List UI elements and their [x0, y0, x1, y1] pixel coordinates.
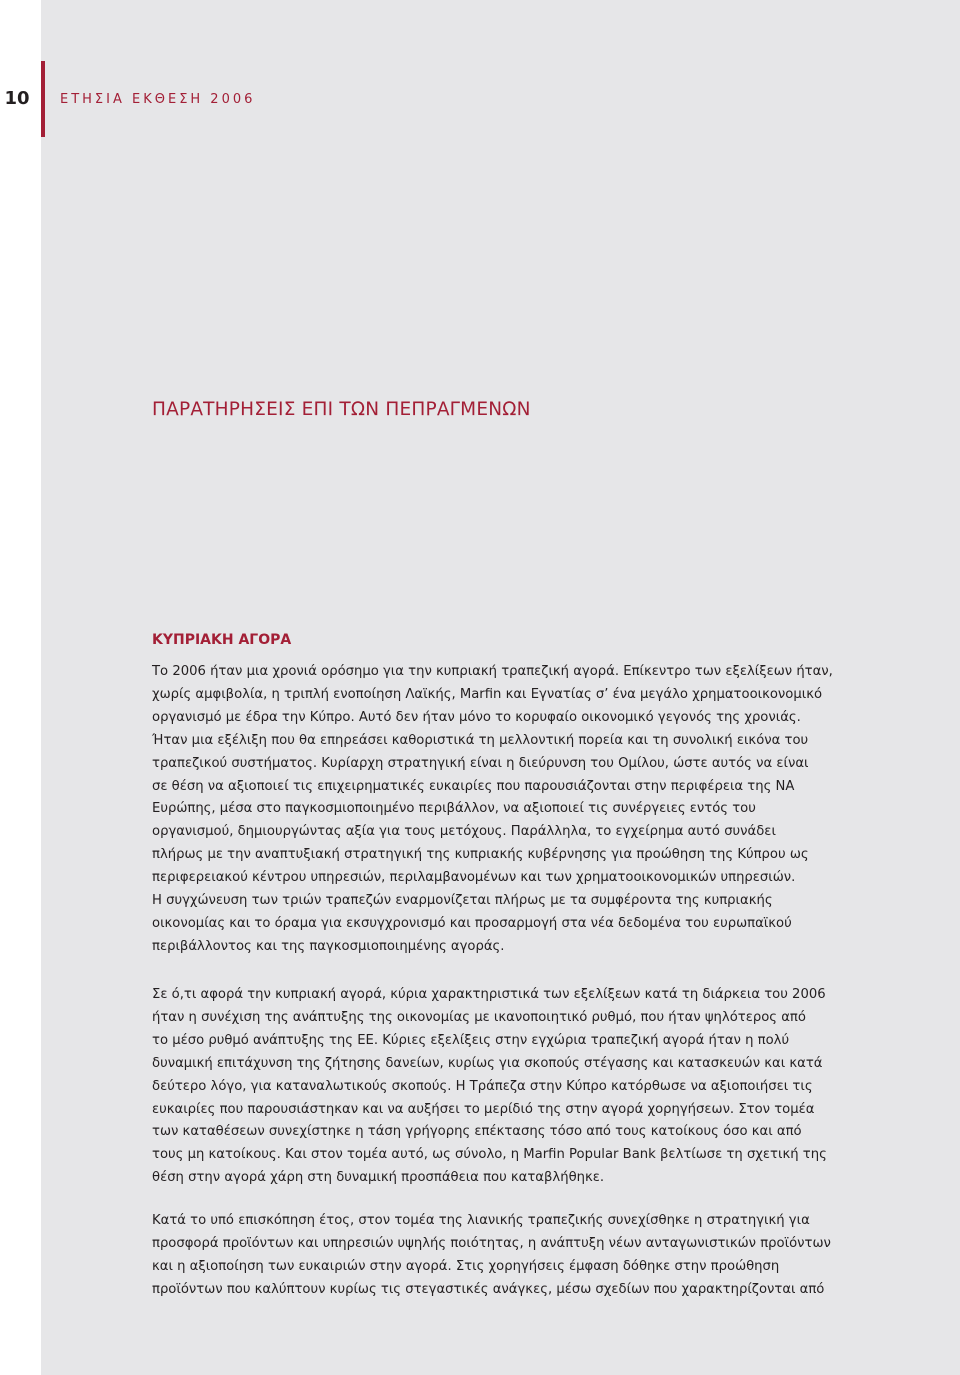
text-line: περιβάλλοντος και της παγκοσμιοποιημένης αγοράς.	[152, 938, 505, 954]
text-line: οργανισμό με έδρα την Κύπρο. Αυτό δεν ήταν μόνο το κορυφαίο οικονομικό γεγονός της χρονιάς.	[152, 709, 801, 725]
paragraph-market-developments	[152, 984, 862, 1190]
report-title: ΕΤΗΣΙΑ ΕΚΘΕΣΗ 2006	[60, 92, 256, 107]
text-line: οργανισμού, δημιουργώντας αξία για τους μετόχους. Παράλληλα, το εγχείρημα αυτό συνάδει	[152, 824, 776, 840]
text-line: δυναμική επιτάχυνση της ζήτησης δανείων, κυρίως για σκοπούς στέγασης και κατασκευών και κατά	[152, 1055, 823, 1071]
text-line: προϊόντων που καλύπτουν κυρίως τις στεγαστικές ανάγκες, μέσω σχεδίων που χαρακτηρίζονται από	[152, 1281, 825, 1297]
text-line: Κατά το υπό επισκόπηση έτος, στον τομέα της λιανικής τραπεζικής συνεχίσθηκε η στρατηγική για	[152, 1213, 810, 1228]
text-line: περιφερειακού κέντρου υπηρεσιών, περιλαμβανομένων και των χρηματοοικονομικών υπηρεσιών.	[152, 870, 796, 886]
text-line: δεύτερο λόγο, για καταναλωτικούς σκοπούς. Η Τράπεζα στην Κύπρο κατόρθωσε να αξιοποιήσει τις	[152, 1078, 813, 1094]
text-line: ήταν η συνέχιση της ανάπτυξης της οικονομίας με ικανοποιητικό ρυθμό, που ήταν ψηλότερος από	[152, 1009, 806, 1025]
text-line: θέση στην αγορά χάρη στη δυναμική προσπάθεια που καταβλήθηκε.	[152, 1170, 605, 1186]
text-line: προσφορά προϊόντων και υπηρεσιών υψηλής ποιότητας, η ανάπτυξη νέων ανταγωνιστικών προϊόντων	[152, 1235, 831, 1251]
text-line: ευκαιρίες που παρουσιάστηκαν και να αυξήσει το μερίδιό της στην αγορά χορηγήσεων. Στον τομέα	[152, 1101, 815, 1117]
text-line: Ευρώπης, μέσα στο παγκοσμιοποιημένο περιβάλλον, να αξιοποιεί τις συνέργειες εντός του	[152, 801, 756, 817]
section-title: ΠΑΡΑΤΗΡΗΣΕΙΣ ΕΠΙ ΤΩΝ ΠΕΠΡΑΓΜΕΝΩΝ	[152, 399, 531, 420]
header-rule	[41, 61, 45, 137]
subsection-title: ΚΥΠΡΙΑΚΗ ΑΓΟΡΑ	[152, 632, 292, 648]
text-line: Το 2006 ήταν μια χρονιά ορόσημο για την κυπριακή τραπεζική αγορά. Επίκεντρο των εξελίξεων ήταν,	[152, 664, 833, 679]
page-number: 10	[4, 88, 30, 109]
text-line: σε θέση να αξιοποιεί τις επιχειρηματικές ευκαιρίες που παρουσιάζονται στην περιφέρεια της ΝΑ	[152, 778, 795, 794]
text-line: Σε ό,τι αφορά την κυπριακή αγορά, κύρια χαρακτηριστικά των εξελίξεων κατά τη διάρκεια του 2006	[152, 987, 826, 1002]
text-line: τους μη κατοίκους. Και στον τομέα αυτό, ως σύνολο, η Marfin Popular Bank βελτίωσε τη σχετική της	[152, 1147, 827, 1163]
text-line: πλήρως με την αναπτυξιακή στρατηγική της κυπριακής κυβέρνησης για προώθηση της Κύπρου ως	[152, 847, 809, 863]
paragraph-retail-banking	[152, 1210, 862, 1302]
text-line: τραπεζικού συστήματος. Κυρίαρχη στρατηγική είναι η διεύρυνση του Ομίλου, ώστε αυτός να είναι	[152, 755, 809, 771]
text-line: το μέσο ρυθμό ανάπτυξης της ΕΕ. Κύριες εξελίξεις στην εγχώρια τραπεζική αγορά ήταν η πολύ	[152, 1032, 790, 1048]
text-line: χωρίς αμφιβολία, η τριπλή ενοποίηση Λαϊκής, Marfin και Εγνατίας σ’ ένα μεγάλο χρηματοοικονομικό	[152, 686, 823, 702]
text-line: Ήταν μια εξέλιξη που θα επηρεάσει καθοριστικά τη μελλοντική πορεία και τη συνολική εικόνα του	[152, 732, 809, 748]
text-line: των καταθέσεων συνεχίστηκε η τάση γρήγορης επέκτασης τόσο από τους κατοίκους όσο και από	[152, 1124, 802, 1140]
text-line: Η συγχώνευση των τριών τραπεζών εναρμονίζεται πλήρως με τα συμφέροντα της κυπριακής	[152, 893, 773, 909]
text-line: και η αξιοποίηση των ευκαιριών στην αγορά. Στις χορηγήσεις έμφαση δόθηκε στην προώθηση	[152, 1258, 780, 1274]
paragraph-cyprus-market-intro	[152, 661, 862, 959]
text-line: οικονομίας και το όραμα για εκσυγχρονισμό και προσαρμογή στα νέα δεδομένα του ευρωπαϊκού	[152, 915, 792, 931]
